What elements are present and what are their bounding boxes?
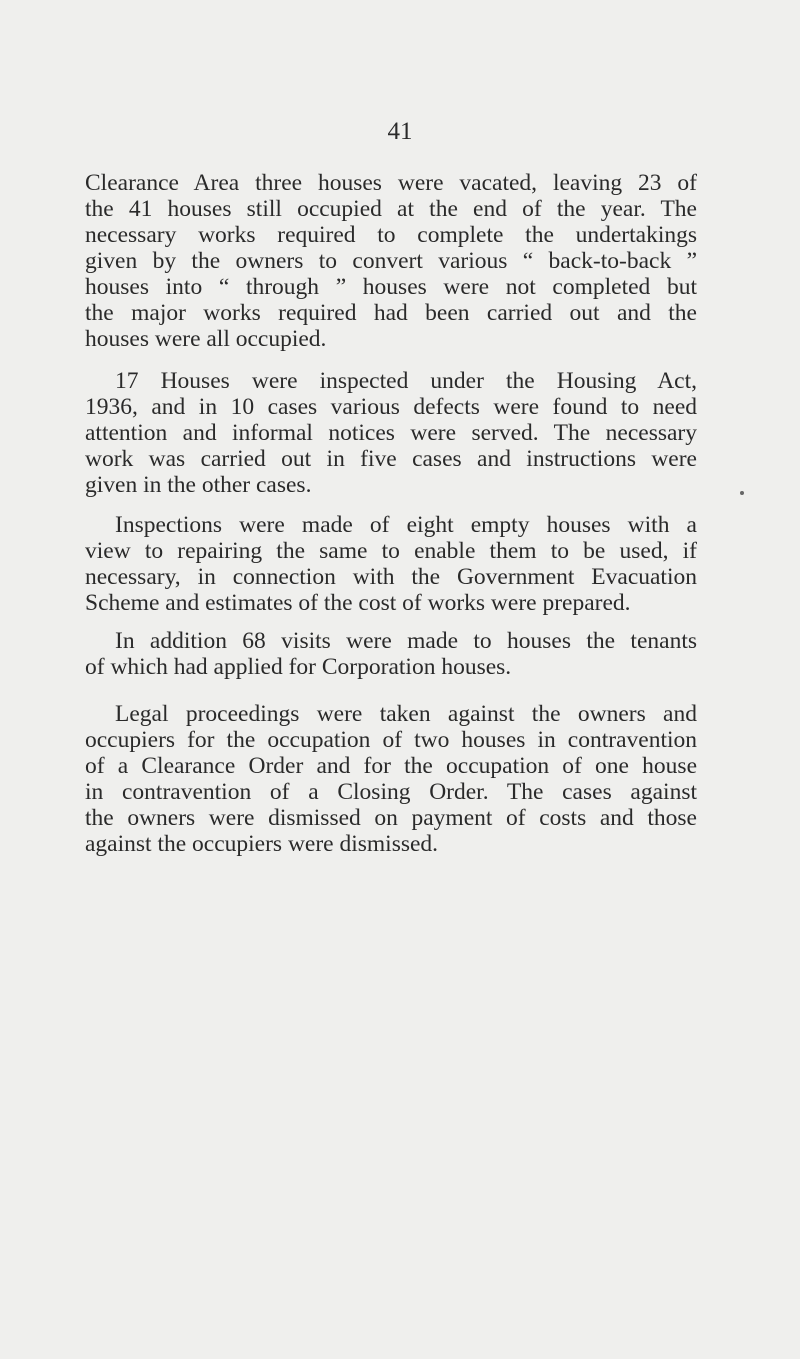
- text-line: of which had applied for Corporation houses.: [85, 654, 512, 680]
- text-line: view to repairing the same to enable them to be used, if: [85, 538, 697, 564]
- text-line: Legal proceedings were taken against the owners and: [115, 701, 697, 727]
- text-line: houses were all occupied.: [85, 326, 327, 352]
- page-number: 41: [387, 118, 413, 145]
- text-line: in contravention of a Closing Order. The cases against: [85, 779, 697, 805]
- paragraph-4: [85, 628, 697, 680]
- text-line: given by the owners to convert various “ back-to-back ”: [85, 248, 697, 274]
- text-line: the major works required had been carried out and the: [85, 300, 697, 326]
- text-line: the owners were dismissed on payment of costs and those: [85, 805, 697, 831]
- text-line: given in the other cases.: [85, 472, 312, 498]
- text-line: work was carried out in five cases and instructions were: [85, 446, 697, 472]
- text-line: 1936, and in 10 cases various defects were found to need: [85, 394, 697, 420]
- text-line: occupiers for the occupation of two houses in contravention: [85, 727, 697, 753]
- text-line: 17 Houses were inspected under the Housing Act,: [115, 368, 697, 394]
- paragraph-1: [85, 170, 697, 352]
- text-line: necessary works required to complete the undertakings: [85, 222, 697, 248]
- text-line: attention and informal notices were served. The necessary: [85, 420, 697, 446]
- print-speck: [740, 491, 744, 495]
- text-line: of a Clearance Order and for the occupation of one house: [85, 753, 697, 779]
- paragraph-2: [85, 368, 697, 498]
- text-line: the 41 houses still occupied at the end of the year. The: [85, 196, 697, 222]
- paragraph-5: [85, 701, 697, 857]
- paragraph-3: [85, 512, 697, 616]
- text-line: necessary, in connection with the Government Evacuation: [85, 564, 697, 590]
- text-line: against the occupiers were dismissed.: [85, 831, 439, 857]
- text-line: In addition 68 visits were made to houses the tenants: [115, 628, 697, 654]
- text-line: houses into “ through ” houses were not completed but: [85, 274, 697, 300]
- text-line: Scheme and estimates of the cost of works were prepared.: [85, 590, 631, 616]
- text-line: Clearance Area three houses were vacated, leaving 23 of: [85, 170, 697, 196]
- text-line: Inspections were made of eight empty houses with a: [115, 512, 697, 538]
